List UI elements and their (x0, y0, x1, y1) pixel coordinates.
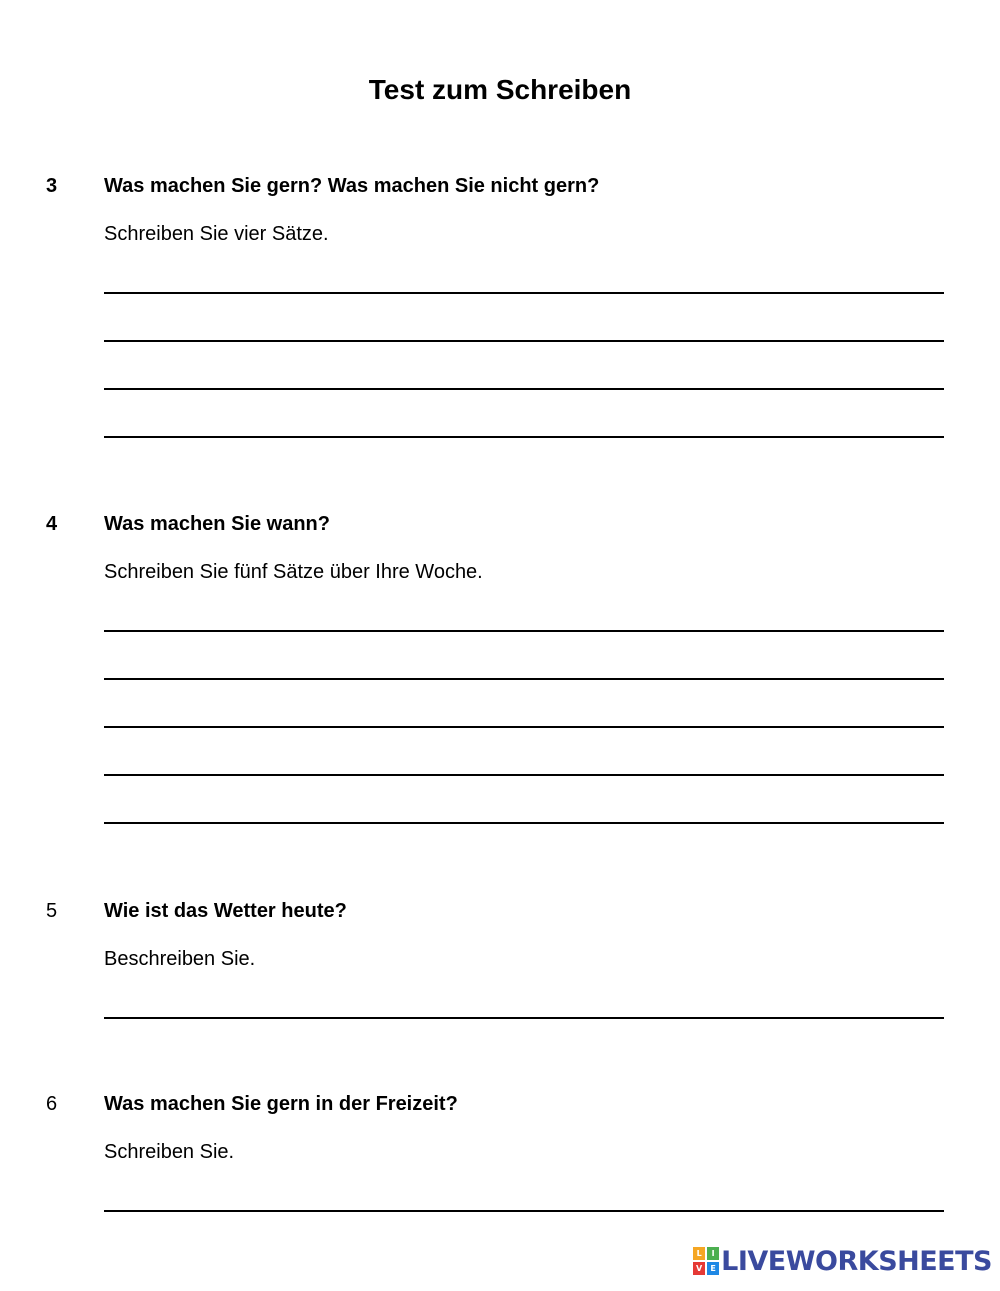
logo-mark-tile: E (707, 1262, 719, 1275)
logo-mark-tile: L (693, 1247, 705, 1260)
task-instruction: Schreiben Sie vier Sätze. (104, 223, 329, 245)
task-number: 3 (46, 175, 58, 197)
task-number: 5 (46, 900, 58, 922)
task-number: 4 (46, 513, 58, 535)
task-question: Was machen Sie gern in der Freizeit? (104, 1093, 458, 1115)
task-question: Wie ist das Wetter heute? (104, 900, 347, 922)
task-instruction: Beschreiben Sie. (104, 948, 256, 970)
logo-text: LIVEWORKSHEETS (721, 1245, 992, 1277)
answer-line-task4-3[interactable] (104, 706, 944, 728)
answer-line-task3-3[interactable] (104, 368, 944, 390)
liveworksheets-logo-icon (693, 1247, 719, 1275)
task-question: Was machen Sie wann? (104, 513, 330, 535)
task-instruction: Schreiben Sie. (104, 1141, 235, 1163)
answer-line-task4-2[interactable] (104, 658, 944, 680)
answer-line-task5-1[interactable] (104, 997, 944, 1019)
answer-line-task4-5[interactable] (104, 802, 944, 824)
answer-line-task4-4[interactable] (104, 754, 944, 776)
answer-line-task3-4[interactable] (104, 416, 944, 438)
logo-mark-tile: I (707, 1247, 719, 1260)
task-question: Was machen Sie gern? Was machen Sie nicht gern? (104, 175, 600, 197)
task-number: 6 (46, 1093, 58, 1115)
answer-line-task6-1[interactable] (104, 1190, 944, 1212)
page-title: Test zum Schreiben (368, 74, 632, 105)
answer-line-task4-1[interactable] (104, 610, 944, 632)
answer-line-task3-2[interactable] (104, 320, 944, 342)
task-instruction: Schreiben Sie fünf Sätze über Ihre Woche. (104, 561, 483, 583)
liveworksheets-logo (693, 1241, 992, 1281)
logo-mark-tile: V (693, 1262, 705, 1275)
answer-line-task3-1[interactable] (104, 272, 944, 294)
